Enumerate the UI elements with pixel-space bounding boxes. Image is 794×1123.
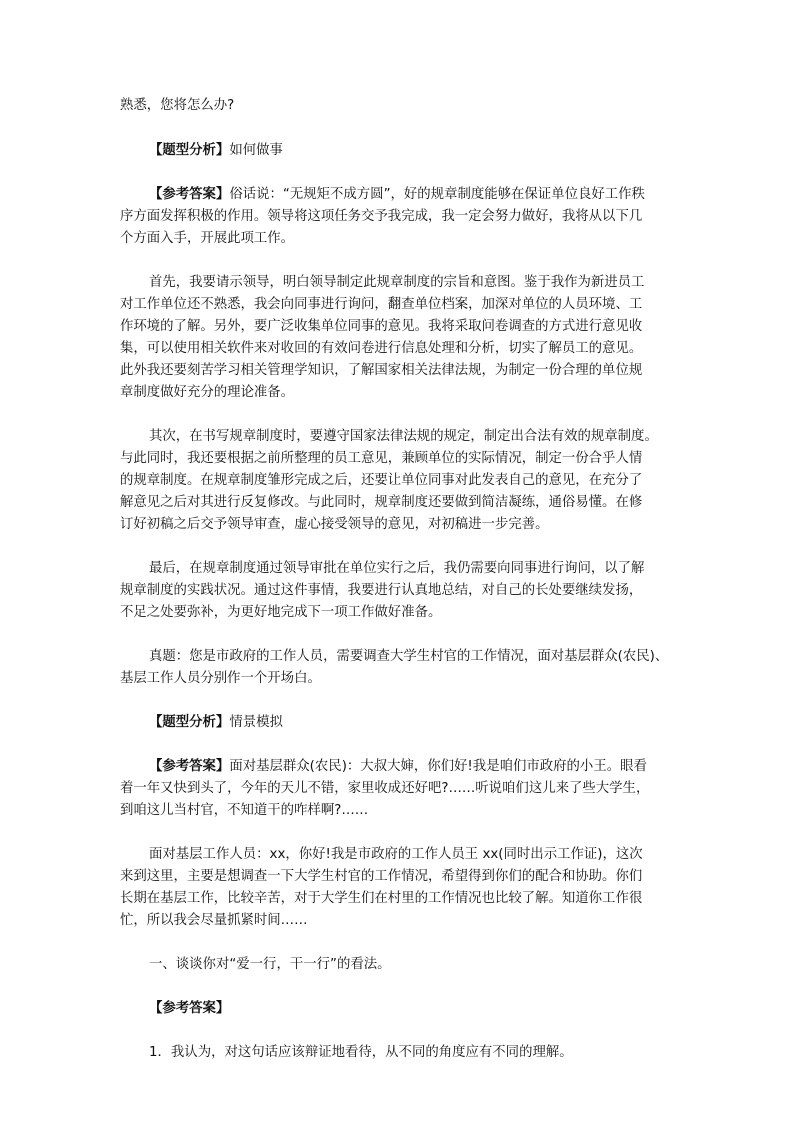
paragraph-line: 长期在基层工作，比较辛苦，对于大学生们在村里的工作情况也比较了解。知道你工作很 <box>120 891 643 906</box>
paragraph-line: 一、谈谈你对“爱一行，干一行”的看法。 <box>149 957 391 972</box>
paragraph-line: 与此同时，我还要根据之前所整理的员工意见，兼顾单位的实际情况，制定一份合乎人情 <box>120 451 643 466</box>
paragraph-line: 个方面入手，开展此项工作。 <box>120 231 295 246</box>
question-analysis-row <box>149 712 283 734</box>
reference-answer-row <box>149 184 645 206</box>
paragraph-line: 章制度做好充分的理论准备。 <box>120 385 295 400</box>
paragraph-line: 其次，在书写规章制度时，要遵守国家法律法规的规定，制定出合法有效的规章制度。 <box>149 429 658 444</box>
paragraph-line: 对工作单位还不熟悉，我会向同事进行询问，翻查单位档案，加深对单位的人员环境、工 <box>120 297 643 312</box>
question-analysis-row <box>149 140 283 162</box>
section-label: 【题型分析】 <box>149 715 230 730</box>
section-label: 【参考答案】 <box>149 1001 230 1016</box>
paragraph-line: 忙，所以我会尽量抓紧时间…… <box>120 913 308 928</box>
paragraph-line: 熟悉，您将怎么办? <box>120 98 235 113</box>
section-label: 【参考答案】 <box>149 187 230 202</box>
paragraph-line: 首先，我要请示领导，明白领导制定此规章制度的宗旨和意图。鉴于我作为新进员工 <box>149 275 645 290</box>
paragraph-line: 最后，在规章制度通过领导审批在单位实行之后，我仍需要向同事进行询问，以了解 <box>149 561 645 576</box>
paragraph-line: 此外我还要刻苦学习相关管理学知识，了解国家相关法律法规，为制定一份合理的单位规 <box>120 363 643 378</box>
paragraph-line: 序方面发挥积极的作用。领导将这项任务交予我完成，我一定会努力做好，我将从以下几 <box>120 209 643 224</box>
paragraph-line: 如何做事 <box>229 143 283 158</box>
paragraph-line: 真题：您是市政府的工作人员，需要调查大学生村官的工作情况，面对基层群众(农民)、 <box>149 649 669 664</box>
paragraph-line: 俗话说：“无规矩不成方圆”，好的规章制度能够在保证单位良好工作秩 <box>229 187 645 202</box>
paragraph-line: 解意见之后对其进行反复修改。与此同时，规章制度还要做到简洁凝练，通俗易懂。在修 <box>120 495 643 510</box>
paragraph-line: 作环境的了解。另外，要广泛收集单位同事的意见。我将采取问卷调查的方式进行意见收 <box>120 319 643 334</box>
paragraph-line: 面对基层工作人员：xx，你好!我是市政府的工作人员王 xx(同时出示工作证)，这次 <box>149 847 643 862</box>
paragraph-line: 规章制度的实践状况。通过这件事情，我要进行认真地总结，对自己的长处要继续发扬， <box>120 583 643 598</box>
paragraph-line: 来到这里，主要是想调查一下大学生村官的工作情况，希望得到你们的配合和协助。你们 <box>120 869 643 884</box>
paragraph-line: 订好初稿之后交予领导审查，虚心接受领导的意见，对初稿进一步完善。 <box>120 517 549 532</box>
paragraph-line: 到咱这儿当村官，不知道干的咋样啊?…… <box>120 803 369 818</box>
paragraph-line: 情景模拟 <box>229 715 283 730</box>
reference-answer-row <box>149 756 647 778</box>
paragraph-line: 着一年又快到头了，今年的天儿不错，家里收成还好吧?……听说咱们这儿来了些大学生， <box>120 781 650 796</box>
section-label: 【参考答案】 <box>149 759 230 774</box>
paragraph-line: 基层工作人员分别作一个开场白。 <box>120 671 321 686</box>
paragraph-line: 1．我认为，对这句话应该辩证地看待，从不同的角度应有不同的理解。 <box>149 1045 573 1060</box>
section-label: 【题型分析】 <box>149 143 230 158</box>
paragraph-line: 面对基层群众(农民)：大叔大婶，你们好!我是咱们市政府的小王。眼看 <box>229 759 647 774</box>
paragraph-line: 的规章制度。在规章制度雏形完成之后，还要让单位同事对此发表自己的意见，在充分了 <box>120 473 643 488</box>
paragraph-line: 集，可以使用相关软件来对收回的有效问卷进行信息处理和分析，切实了解员工的意见。 <box>120 341 643 356</box>
paragraph-line: 不足之处要弥补，为更好地完成下一项工作做好准备。 <box>120 605 442 620</box>
